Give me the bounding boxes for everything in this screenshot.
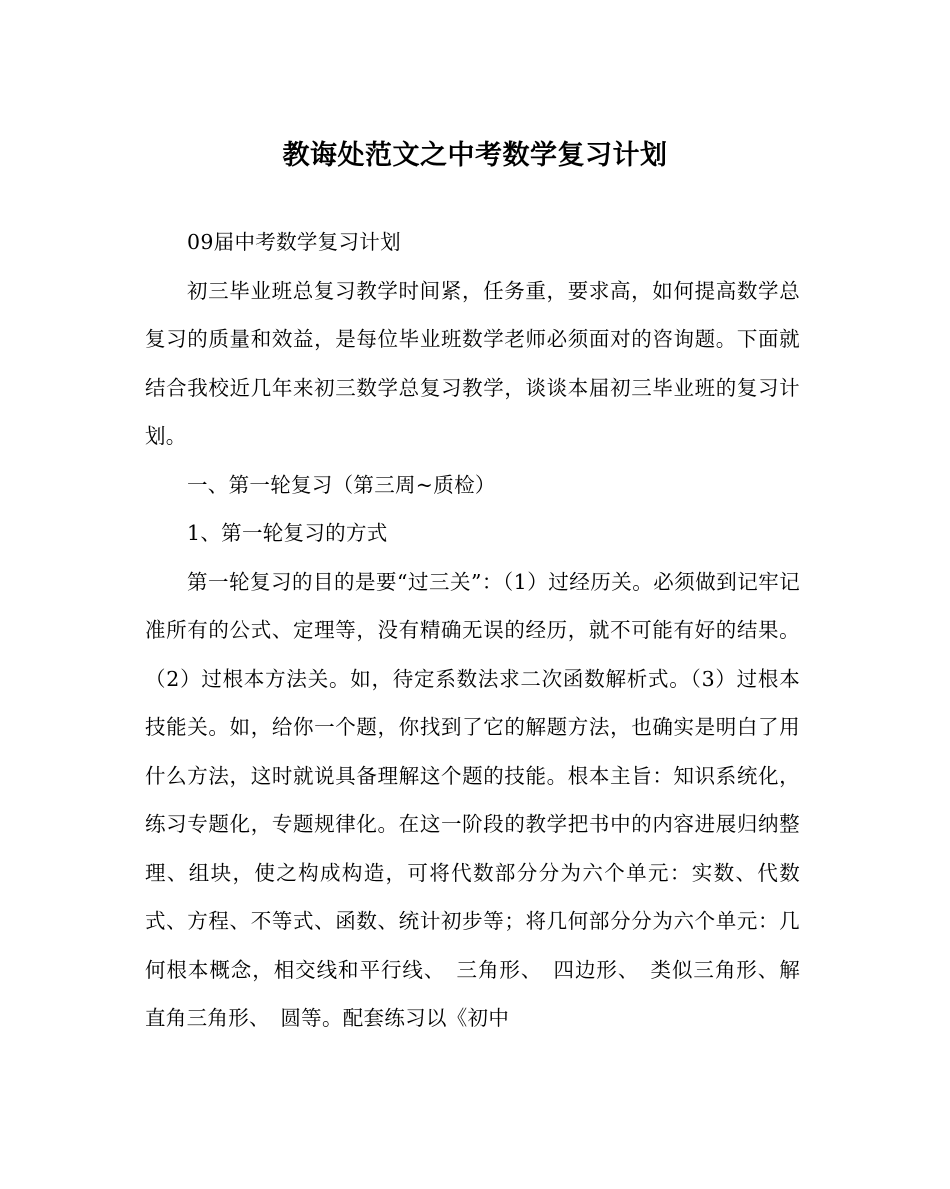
subsection-heading-method: 1、第一轮复习的方式 [187,521,388,545]
document-body [145,218,800,1043]
section-heading-first-round: 一、第一轮复习（第三周~质检） [187,472,496,497]
document-title: 教诲处范文之中考数学复习计划 [282,140,668,171]
paragraph-intro: 初三毕业班总复习教学时间紧，任务重，要求高，如何提高数学总复习的质量和效益，是每位毕业班数学老师必须面对的咨询题。下面就结合我校近几年来初三数学总复习教学，谈谈本届初三毕业班的复习计划。 [145,278,800,448]
paragraph-subtitle: 09届中考数学复习计划 [187,230,401,254]
paragraph-three-passes: 第一轮复习的目的是要“过三关”：（1）过经历关。必须做到记牢记准所有的公式、定理等，没有精确无误的经历，就不可能有好的结果。（2）过根本方法关。如，待定系数法求二次函数解析式。（3）过根本技能关。如，给你一个题，你找到了它的解题方法，也确实是明白了用什么方法，这时就说具备理解这个题的技能。根本主旨：知识系统化，练习专题化，专题规律化。在这一阶段的教学把书中的内容进展归纳整理、组块，使之构成构造，可将代数部分分为六个单元：实数、代数式、方程、不等式、函数、统计初步等；将几何部分分为六个单元：几何根本概念，相交线和平行线、 三角形、 四边形、 类似三角形、解直角三角形、 圆等。配套练习以《初中 [145,569,800,1030]
